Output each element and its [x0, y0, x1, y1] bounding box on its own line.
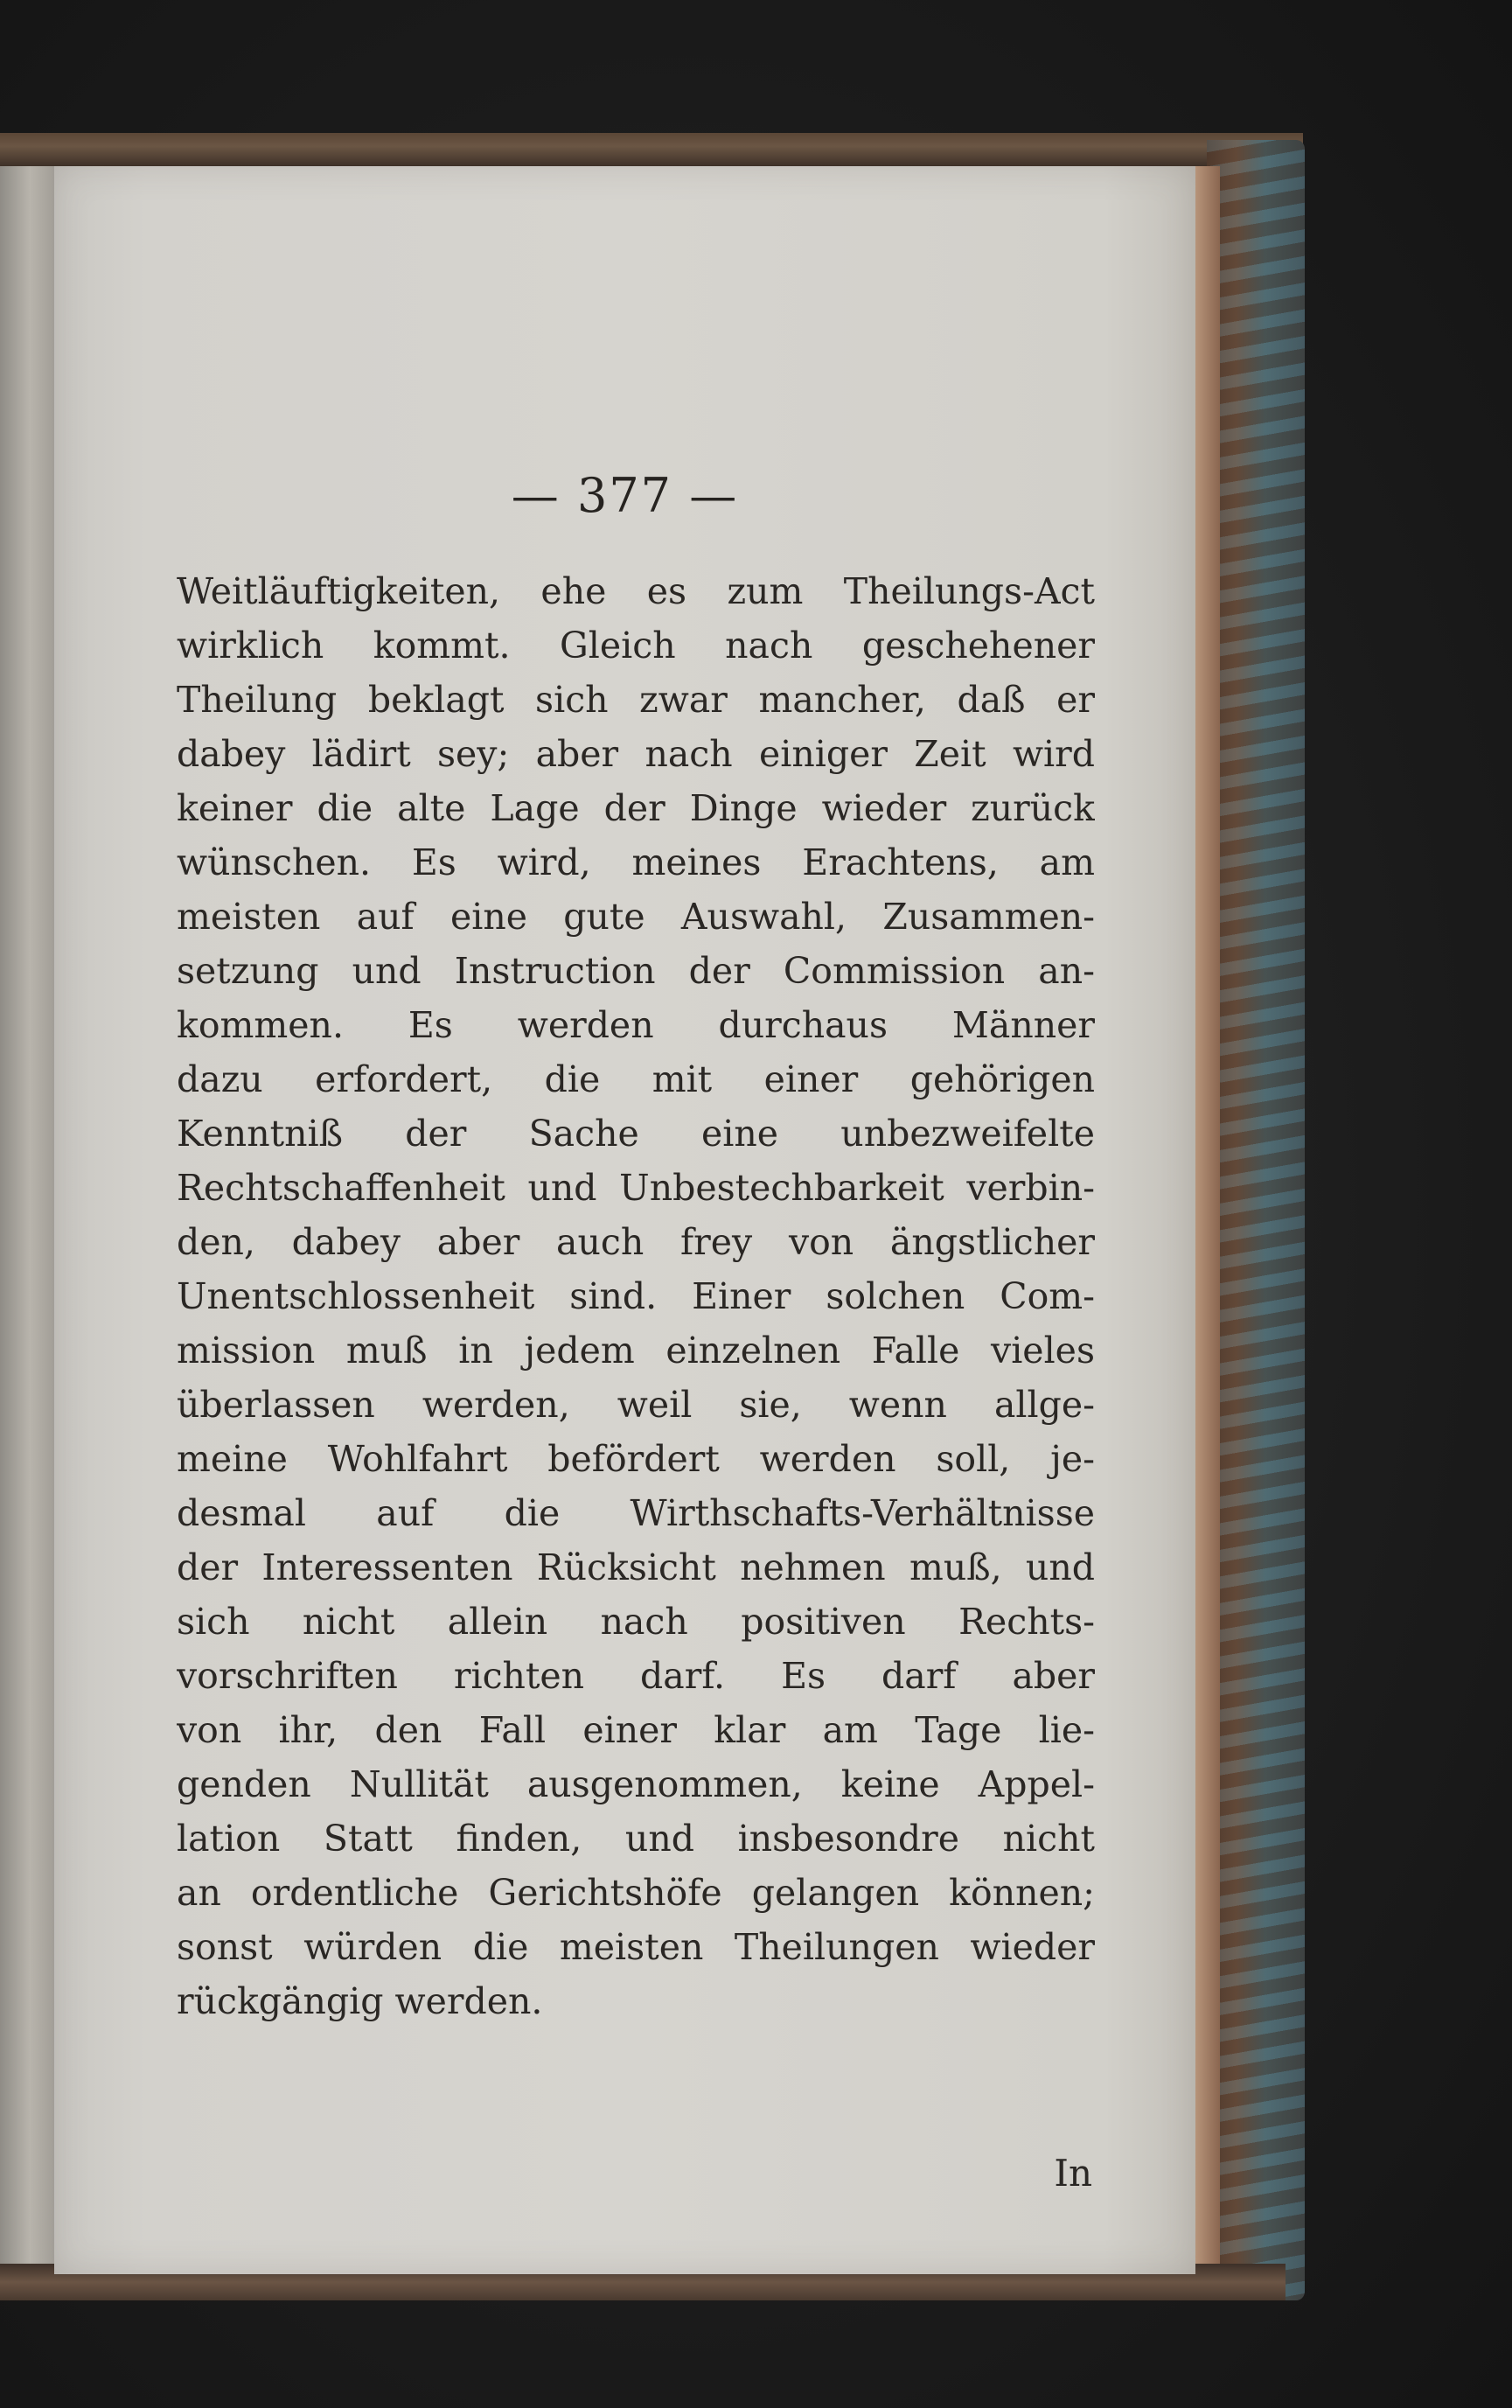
text-line: Kenntniß der Sache eine unbezweifelte: [177, 1113, 1095, 1155]
text-line: Rechtschaffenheit und Unbestechbarkeit verbin-: [177, 1167, 1095, 1209]
text-line: keiner die alte Lage der Dinge wieder zurück: [177, 787, 1095, 829]
text-line: den, dabey aber auch frey von ängstlicher: [177, 1221, 1095, 1263]
book-top-edge: [0, 133, 1303, 166]
text-line: mission muß in jedem einzelnen Falle vieles: [177, 1330, 1095, 1372]
text-line: desmal auf die Wirthschafts-Verhältnisse: [177, 1492, 1095, 1534]
text-line: wirklich kommt. Gleich nach geschehener: [177, 625, 1095, 667]
book-cover: [1207, 140, 1305, 2300]
text-line: lation Statt finden, und insbesondre nicht: [177, 1818, 1095, 1860]
text-line: kommen. Es werden durchaus Männer: [177, 1004, 1095, 1046]
text-line: genden Nullität ausgenommen, keine Appel-: [177, 1763, 1095, 1805]
text-line: Unentschlossenheit sind. Einer solchen Com-: [177, 1275, 1095, 1317]
book-page: [54, 166, 1195, 2274]
text-line: rückgängig werden.: [177, 1980, 543, 2022]
text-line: vorschriften richten darf. Es darf aber: [177, 1655, 1095, 1697]
text-line: setzung und Instruction der Commission an-: [177, 950, 1095, 992]
text-line: meisten auf eine gute Auswahl, Zusammen-: [177, 896, 1095, 938]
text-line: sonst würden die meisten Theilungen wieder: [177, 1926, 1095, 1968]
text-line: an ordentliche Gerichtshöfe gelangen können;: [177, 1872, 1095, 1914]
body-text: [177, 564, 1095, 2028]
page-number-header: — 377 —: [511, 468, 739, 523]
text-line: dabey lädirt sey; aber nach einiger Zeit wird: [177, 733, 1095, 775]
text-line: wünschen. Es wird, meines Erachtens, am: [177, 841, 1095, 883]
text-line: überlassen werden, weil sie, wenn allge-: [177, 1384, 1095, 1426]
text-line: der Interessenten Rücksicht nehmen muß, und: [177, 1546, 1095, 1588]
text-line: Theilung beklagt sich zwar mancher, daß er: [177, 679, 1095, 721]
text-line: meine Wohlfahrt befördert werden soll, je-: [177, 1438, 1095, 1480]
text-line: von ihr, den Fall einer klar am Tage lie-: [177, 1709, 1095, 1751]
facing-page-edge: [0, 153, 54, 2270]
catchword: In: [1054, 2152, 1092, 2195]
text-line: dazu erfordert, die mit einer gehörigen: [177, 1058, 1095, 1100]
text-line: Weitläuftigkeiten, ehe es zum Theilungs-Act: [177, 570, 1095, 612]
text-line: sich nicht allein nach positiven Rechts-: [177, 1601, 1095, 1643]
